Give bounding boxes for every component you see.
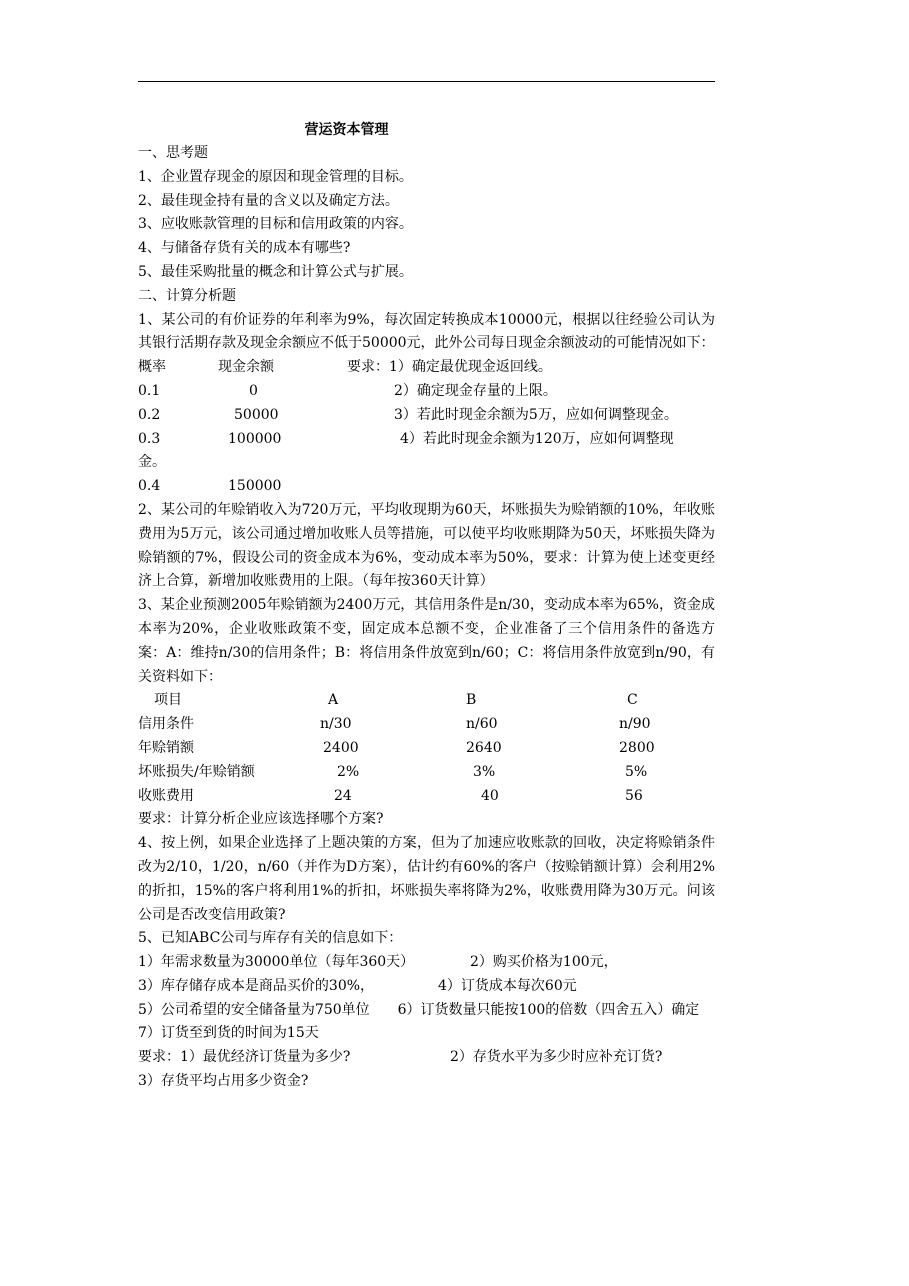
- q3-cell: 5%: [625, 763, 648, 780]
- q3-cell: 2640: [466, 739, 502, 756]
- q1-cash: 50000: [234, 406, 279, 423]
- q3-cell: 24: [334, 787, 352, 804]
- q3-cell: 2400: [323, 739, 359, 756]
- section-heading: 一、思考题: [138, 145, 208, 161]
- list-item: 1、企业置存现金的原因和现金管理的目标。: [138, 168, 413, 185]
- q3-table-row: [138, 713, 715, 737]
- question-3-text: 3、某企业预测2005年赊销额为2400万元，其信用条件是n/30，变动成本率为65%，资金成本率为20%，企业收账政策不变，固定成本总额不变，企业准备了三个信用条件的备选方案：A：维持n/30的信用条件；B：将信用条件放宽到n/60；C：将信用条件放宽到n/90，有关资料如下：: [138, 597, 715, 685]
- question-2-text: 2、某公司的年赊销收入为720万元，平均收现期为60天，坏账损失为赊销额的10%，年收账费用为5万元，该公司通过增加收账人员等措施，可以使平均收账期降为50天，坏账损失降为赊销额的7%，假设公司的资金成本为6%，变动成本率为50%，要求：计算为使上述变更经济上合算，新增加收账费用的上限。（每年按360天计算）: [138, 501, 715, 590]
- q5-item: 2）购买价格为100元，: [470, 954, 618, 971]
- q5-requirement: 2）存货水平为多少时应补充订货?: [450, 1049, 663, 1066]
- question-5-intro: 5、已知ABC公司与库存有关的信息如下：: [138, 930, 403, 947]
- q5-item: 3）库存储存成本是商品买价的30%，: [138, 977, 375, 994]
- question-1-text: 1、某公司的有价证券的年利率为9%，每次固定转换成本10000元，根据以往经验公司认为其银行活期存款及现金余额应不低于50000元，此外公司每日现金余额波动的可能情况如下：: [138, 311, 715, 352]
- q1-table-row: [138, 404, 715, 428]
- q3-cell: 收账费用: [138, 787, 194, 804]
- q3-cell: n/90: [619, 716, 651, 733]
- q5-line: [138, 975, 715, 999]
- q3-table-row: [138, 737, 715, 761]
- q1-table-row: [138, 428, 715, 452]
- q1-col-prob: 概率: [138, 359, 166, 376]
- q3-header-a: A: [328, 692, 339, 709]
- q5-line: [138, 951, 715, 975]
- q1-table-row: [138, 475, 715, 499]
- list-item: 3、应收账款管理的目标和信用政策的内容。: [138, 216, 413, 233]
- q3-header-item: 项目: [154, 692, 182, 709]
- q3-table-row: [138, 785, 715, 809]
- q1-cash: 100000: [228, 430, 282, 447]
- document-body: [138, 118, 715, 1094]
- list-item: 4、与储备存货有关的成本有哪些?: [138, 240, 351, 257]
- q1-cash: 150000: [228, 478, 282, 495]
- q3-table-header: [138, 689, 715, 713]
- page-title: 营运资本管理: [304, 122, 389, 138]
- q3-cell: 2%: [337, 763, 360, 780]
- q3-cell: 3%: [473, 763, 496, 780]
- q3-table-row: [138, 761, 715, 785]
- q3-header-b: B: [466, 692, 477, 709]
- q1-cash: 0: [249, 382, 258, 399]
- section-heading: 二、计算分析题: [138, 287, 236, 304]
- q1-requirement: 3）若此时现金余额为5万，应如何调整现金。: [394, 406, 678, 423]
- q3-cell: 56: [625, 787, 643, 804]
- q3-requirement: 要求：计算分析企业应该选择哪个方案?: [138, 811, 384, 828]
- q5-item: 5）公司希望的安全储备量为750单位 6）订货数量只能按100的倍数（四舍五入）确定: [138, 1001, 700, 1018]
- q1-table-header: [138, 356, 715, 380]
- q3-cell: n/60: [466, 716, 498, 733]
- q3-cell: 信用条件: [138, 716, 194, 733]
- header-rule: [138, 81, 715, 82]
- q1-prob: 0.3: [138, 430, 161, 447]
- q3-cell: 40: [481, 787, 499, 804]
- q1-requirement: 2）确定现金存量的上限。: [394, 382, 557, 399]
- list-item: 2、最佳现金持有量的含义以及确定方法。: [138, 192, 399, 209]
- q3-cell: n/30: [320, 716, 352, 733]
- q1-requirement: 要求：1）确定最优现金返回线。: [347, 359, 552, 376]
- q5-requirement: 要求：1）最优经济订货量为多少?: [138, 1049, 351, 1066]
- q1-prob: 0.4: [138, 478, 161, 495]
- q3-header-c: C: [627, 692, 638, 709]
- q5-item: 1）年需求数量为30000单位（每年360天）: [138, 954, 415, 971]
- q1-requirement: 4）若此时现金余额为120万，应如何调整现: [400, 430, 674, 447]
- q5-item: 7）订货至到货的时间为15天: [138, 1025, 319, 1042]
- q1-wrap-text: 金。: [138, 454, 166, 471]
- question-4-text: 4、按上例，如果企业选择了上题决策的方案，但为了加速应收账款的回收，决定将赊销条件改为2/10，1/20，n/60（并作为D方案），估计约有60%的客户（按赊销额计算）会利用2%的折扣，15%的客户将利用1%的折扣，坏账损失率将降为2%，收账费用降为30万元。问该公司是否改变信用政策?: [138, 835, 715, 923]
- q1-prob: 0.2: [138, 406, 161, 423]
- q5-line: [138, 1046, 715, 1070]
- q1-prob: 0.1: [138, 382, 161, 399]
- q3-cell: 坏账损失/年赊销额: [138, 763, 255, 780]
- q5-requirement: 3）存货平均占用多少资金?: [138, 1073, 309, 1090]
- q5-item: 4）订货成本每次60元: [438, 977, 577, 994]
- q3-cell: 年赊销额: [138, 739, 194, 756]
- q3-cell: 2800: [619, 739, 655, 756]
- list-item: 5、最佳采购批量的概念和计算公式与扩展。: [138, 263, 413, 280]
- q1-table-row: [138, 380, 715, 404]
- q1-col-cash: 现金余额: [218, 359, 274, 376]
